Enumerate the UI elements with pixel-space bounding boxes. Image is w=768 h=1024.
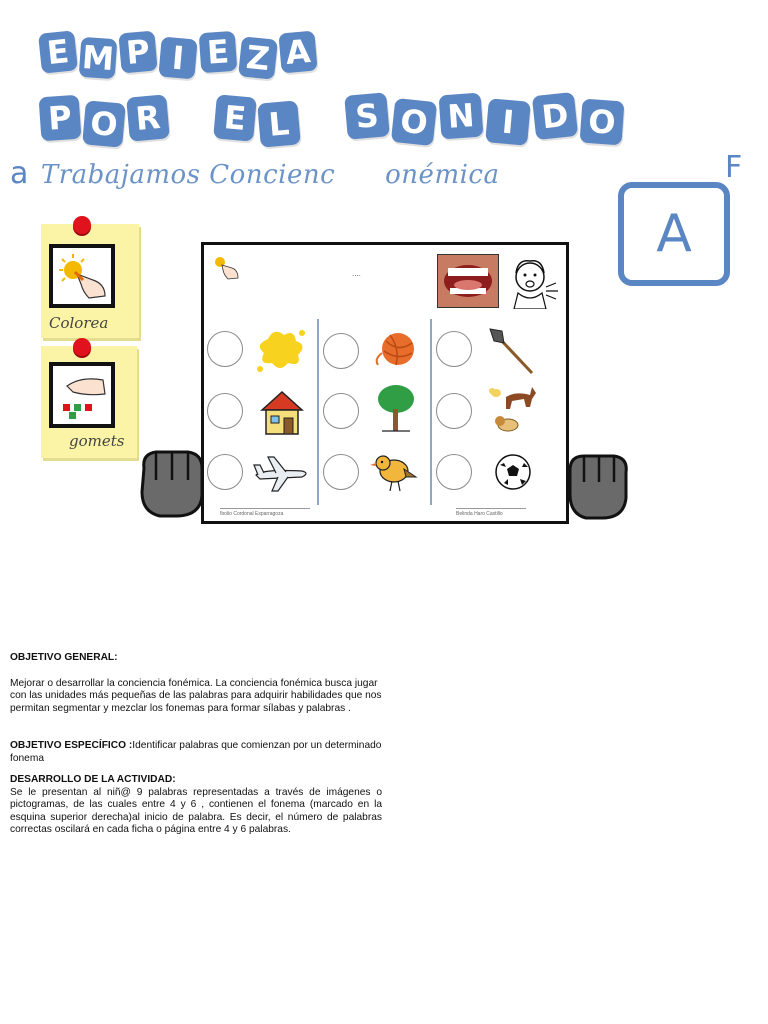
speaking-person-icon: [506, 253, 564, 309]
general-objective: [10, 652, 382, 715]
answer-circle[interactable]: [436, 393, 472, 429]
title-letter-tile: [391, 98, 437, 146]
title-letter-tile: [439, 93, 484, 140]
left-fist-icon: [136, 446, 206, 525]
pushpin-icon: [73, 338, 91, 356]
shovel-icon: [488, 327, 538, 382]
title-letter: A: [284, 31, 312, 73]
bird-icon: [370, 447, 420, 502]
activity-board: [201, 242, 569, 524]
answer-circle[interactable]: [323, 454, 359, 490]
title-letter: E: [45, 31, 71, 73]
specific-body: Identificar palabras que comienzan por un determinado fonema: [10, 740, 382, 764]
specific-heading: OBJETIVO ESPECÍFICO :: [10, 740, 133, 751]
title-letter: D: [539, 95, 571, 137]
board-dots: ....: [352, 269, 361, 278]
title-letter-tile: [344, 92, 390, 139]
stickers-hand-icon: [49, 362, 115, 428]
title-letter: M: [80, 37, 116, 79]
column-divider: [317, 319, 319, 505]
title-letter: O: [398, 101, 430, 143]
title-letter-tile: [532, 92, 578, 140]
footer-credit-right: Belinda Haro Castillo: [456, 508, 526, 517]
note-gomets: [41, 346, 137, 458]
title-letter-tile: [213, 94, 257, 141]
right-fist-icon: [564, 450, 632, 527]
airplane-icon: [252, 451, 310, 498]
title-letter-tile: [118, 31, 157, 74]
answer-circle[interactable]: [436, 454, 472, 490]
title-letter-tile: [39, 95, 82, 142]
title-letter: E: [205, 32, 231, 72]
animals-icon: [486, 381, 542, 442]
activity-development: [10, 774, 382, 837]
answer-circle[interactable]: [207, 331, 243, 367]
title-letter: N: [446, 96, 476, 136]
house-icon: [260, 388, 304, 441]
subtitle-part2: onémica: [385, 160, 500, 190]
title-letter: P: [46, 98, 74, 138]
answer-circle[interactable]: [207, 393, 243, 429]
title-letter: O: [88, 103, 120, 145]
title-letter: O: [587, 102, 617, 142]
answer-circle[interactable]: [207, 454, 243, 490]
paint-splash-icon: [254, 325, 308, 380]
title-letter-tile: [126, 94, 170, 141]
subtitle-prefix: a: [10, 156, 29, 191]
title-letter: P: [124, 32, 152, 72]
footer-credit-left: Ibolio Cordonal Esparragoza: [220, 508, 310, 517]
title-letter: I: [170, 38, 186, 78]
tree-icon: [374, 381, 418, 442]
title-letter-tile: [580, 99, 625, 146]
subtitle-part1: Trabajamos Concienc: [40, 160, 336, 190]
title-letter-tile: [257, 100, 301, 147]
title-letter-tile: [158, 37, 197, 80]
title-letter-tile: [38, 30, 78, 74]
yarn-ball-icon: [372, 329, 422, 374]
note-colorea: [41, 224, 139, 338]
title-letter-tile: [238, 36, 278, 80]
note-caption: Colorea: [49, 314, 109, 332]
title-letter-tile: [485, 98, 531, 145]
target-letter-box: [618, 182, 730, 286]
title-letter: E: [222, 98, 248, 138]
subtitle: [10, 156, 499, 191]
pushpin-icon: [73, 216, 91, 234]
coloring-hand-small-icon: [210, 251, 240, 281]
dev-heading: DESARROLLO DE LA ACTIVIDAD:: [10, 774, 176, 785]
title-letter-tile: [79, 37, 118, 79]
title-letter-tile: [278, 31, 317, 74]
title-letter-tile: [82, 100, 126, 147]
general-heading: OBJETIVO GENERAL:: [10, 652, 118, 663]
column-divider: [430, 319, 432, 505]
answer-circle[interactable]: [323, 393, 359, 429]
title-letter: S: [353, 96, 381, 136]
target-letter: A: [656, 204, 692, 264]
title-letter: L: [267, 104, 291, 144]
answer-circle[interactable]: [323, 333, 359, 369]
title-letter-tile: [199, 31, 238, 73]
dev-body: Se le presentan al niñ@ 9 palabras representadas a través de imágenes o pictogramas, de las cuales entre 4 y 6 , contienen el fonema (marcado en la esquina superior derecha)al inicio de palabra. Es decir, el número de palabras correctas oscilará en cada ficha o página entre 4 y 6 palabras.: [10, 786, 382, 836]
title-letter: I: [500, 102, 516, 142]
general-body: Mejorar o desarrollar la conciencia fonémica. La conciencia fonémica busca jugar con las unidades más pequeñas de las palabras para adquirir habilidades que nos permitan segmentar y mezclar los fonemas para formar sílabas y palabras .: [10, 677, 382, 714]
title-letter: R: [134, 97, 162, 139]
specific-objective: [10, 740, 382, 765]
title-letter: Z: [244, 37, 272, 79]
coloring-hand-icon: [49, 244, 115, 308]
side-letter: F: [725, 150, 743, 185]
answer-circle[interactable]: [436, 331, 472, 367]
mouth-icon: [437, 254, 499, 308]
note-caption: gomets: [69, 432, 125, 450]
soccer-ball-icon: [494, 453, 532, 496]
